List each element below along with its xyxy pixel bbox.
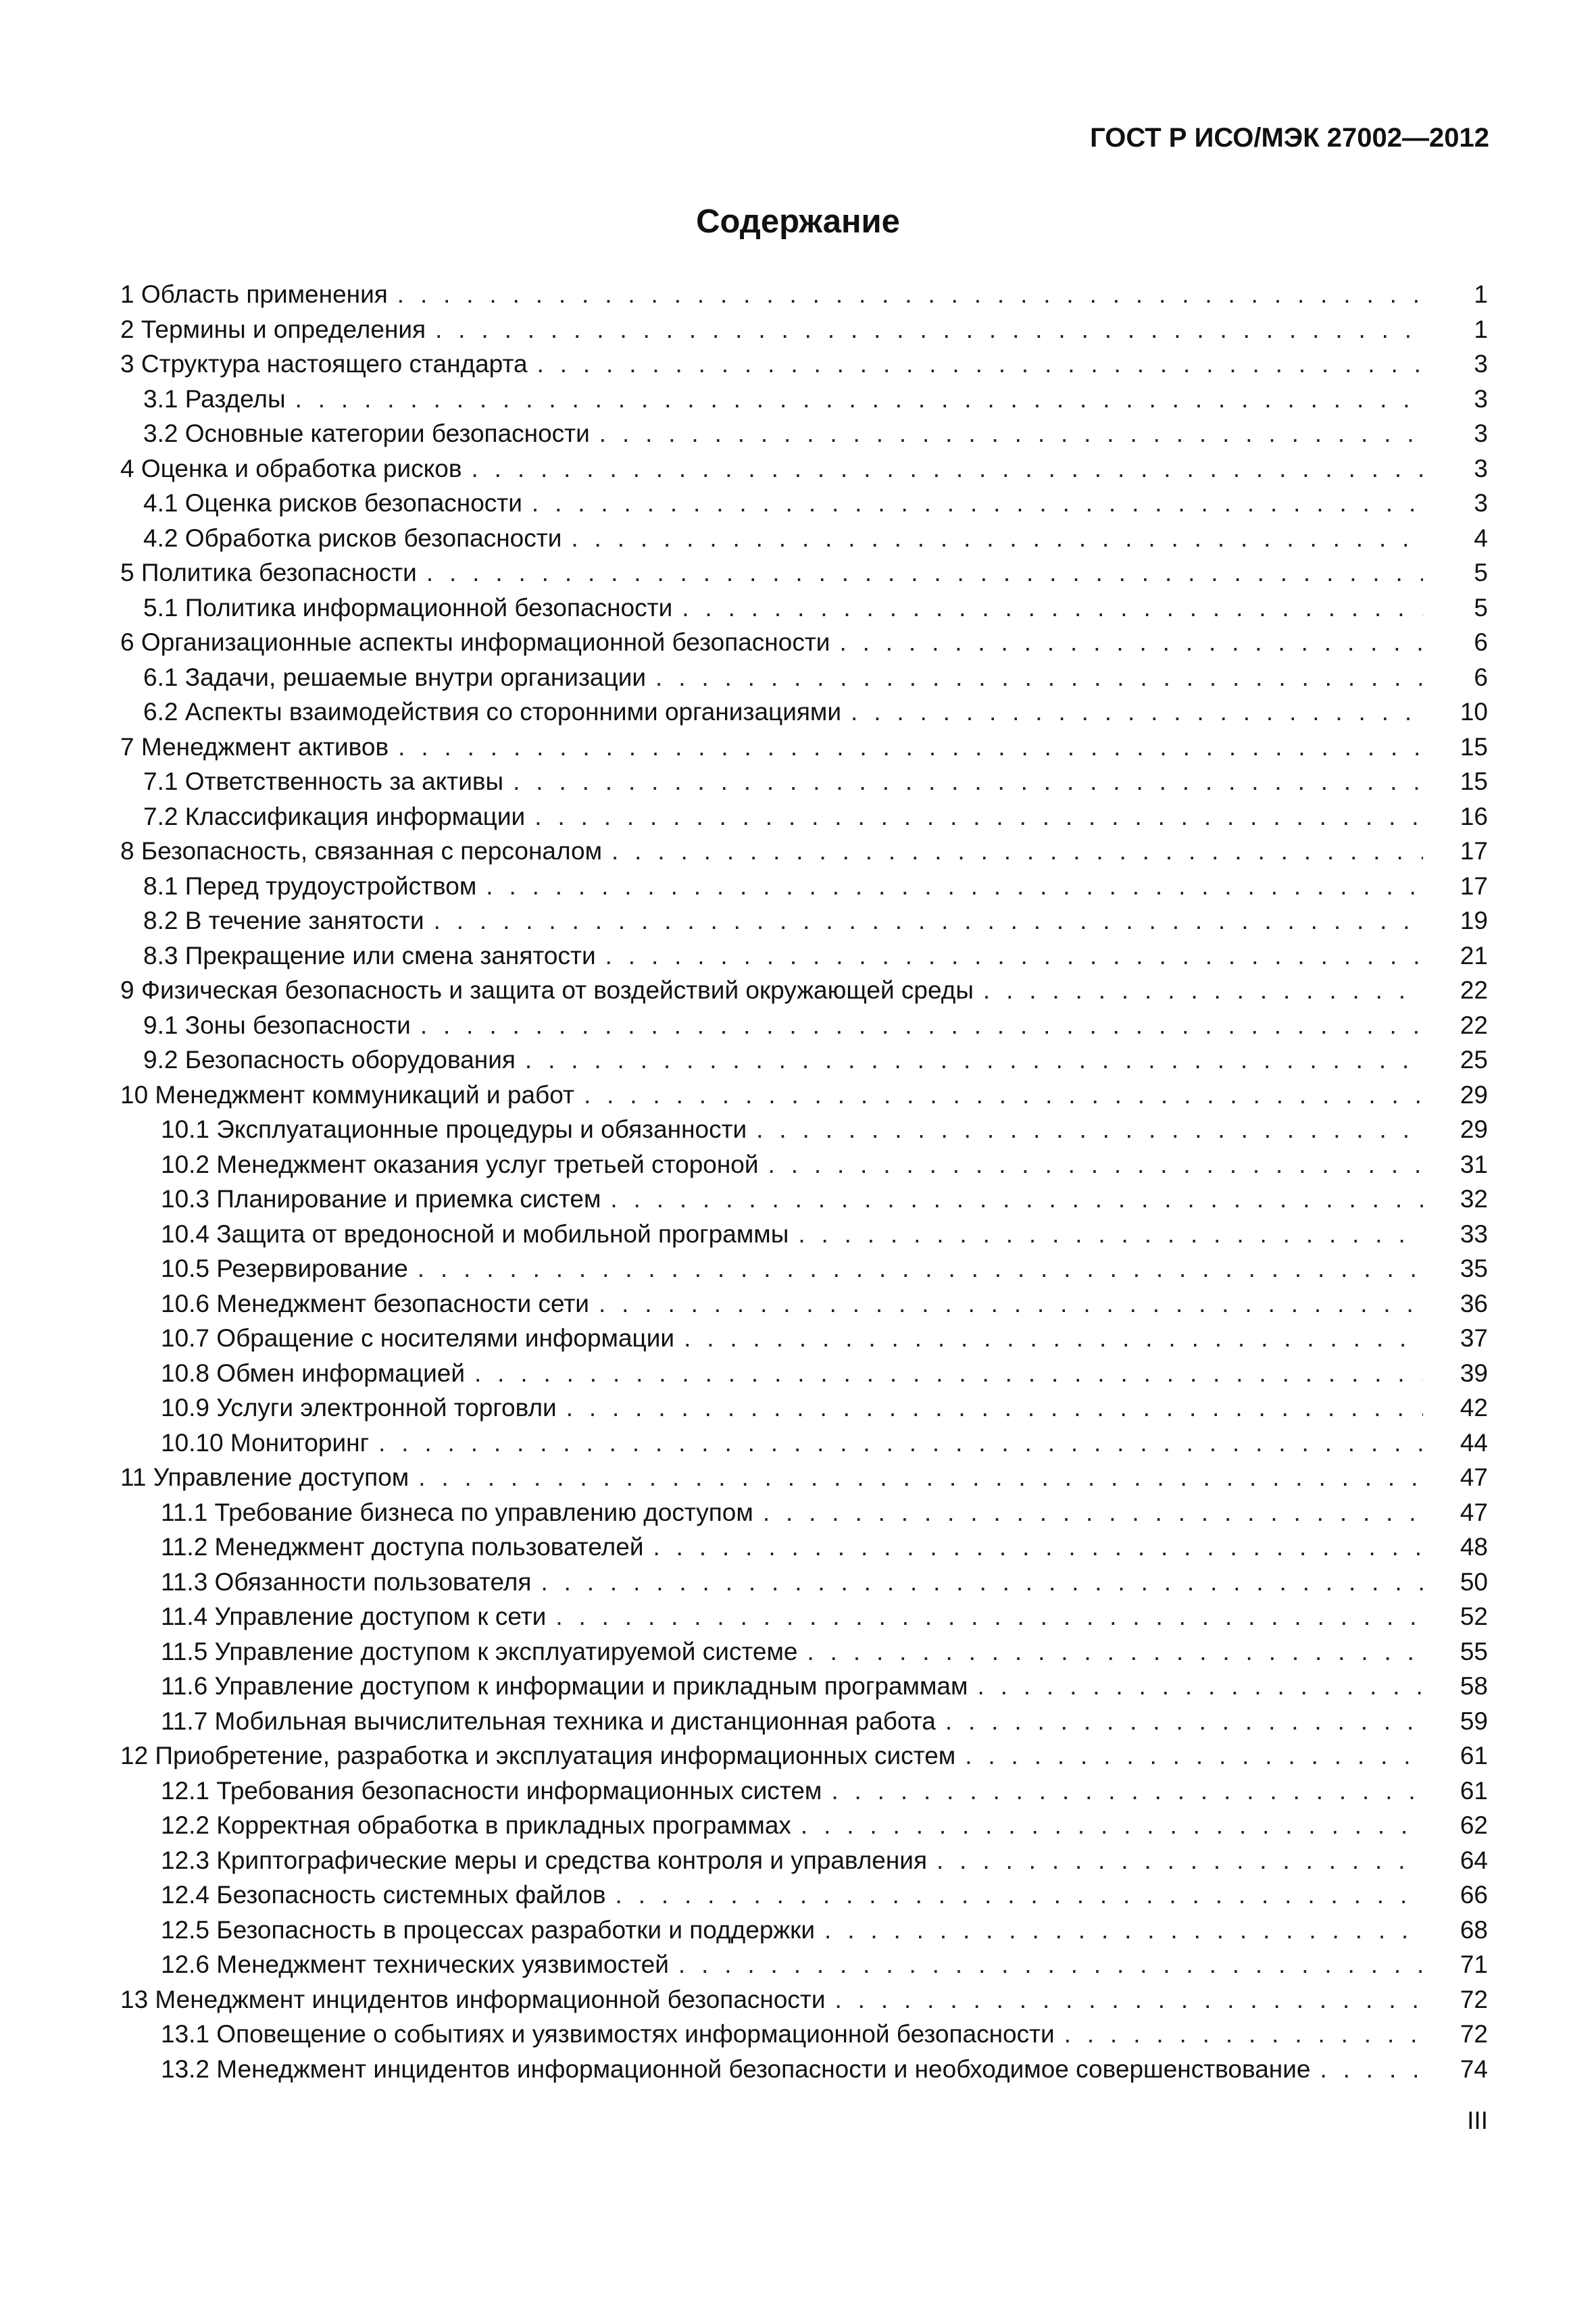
toc-entry [120,1078,1488,1113]
toc-dot-leader [831,1774,1423,1809]
toc-entry-label: 10.5 Резервирование [161,1255,408,1282]
toc-entry-label: 10.7 Обращение с носителями информации [161,1324,675,1352]
toc-entry-label: 10.3 Планирование и приемка систем [161,1185,601,1213]
toc-dot-leader [532,486,1423,521]
toc-entry-page: 29 [1460,1080,1488,1109]
toc-dot-leader [378,1426,1423,1461]
toc-dot-leader [555,1599,1423,1634]
toc-entry-label: 4.2 Обработка рисков безопасности [143,524,562,552]
toc-entry-page: 47 [1460,1463,1488,1491]
toc-entry [120,277,1488,312]
toc-dot-leader [824,1913,1423,1948]
toc-dot-leader [1064,2017,1423,2052]
toc-dot-leader [616,1878,1423,1913]
toc-entry-label: 10.10 Мониторинг [161,1428,370,1457]
toc-entry [120,1843,1488,1878]
toc-entry-label: 6.2 Аспекты взаимодействия со сторонними организациями [143,698,842,726]
toc-entry-label: 7 Менеджмент активов [120,732,389,761]
toc-entry-label: 9.2 Безопасность оборудования [143,1046,516,1074]
toc-entry-page: 35 [1460,1255,1488,1282]
toc-entry [120,312,1488,347]
toc-entry-label: 11.7 Мобильная вычислительная техника и дистанционная работа [161,1707,936,1735]
toc-dot-leader [801,1808,1423,1843]
toc-dot-leader [945,1704,1423,1739]
toc-dot-leader [599,416,1423,451]
toc-dot-leader [418,1251,1423,1286]
toc-entry [120,1460,1488,1495]
toc-entry-page: 39 [1460,1359,1488,1387]
toc-dot-leader [566,1390,1423,1426]
toc-entry [120,2052,1488,2087]
toc-entry-page: 1 [1474,315,1488,343]
toc-entry-label: 11.1 Требование бизнеса по управлению доступом [161,1498,753,1526]
toc-entry-page: 32 [1460,1185,1488,1213]
toc-entry-label: 7.2 Классификация информации [143,802,526,830]
toc-dot-leader [435,312,1423,347]
toc-entry-label: 12.1 Требования безопасности информационных систем [161,1776,822,1805]
toc-dot-leader [474,1356,1423,1391]
toc-dot-leader [472,451,1424,486]
toc-entry [120,1112,1488,1147]
toc-dot-leader [682,590,1423,626]
toc-entry [120,1634,1488,1669]
toc-entry [120,1147,1488,1182]
toc-entry-page: 10 [1460,698,1488,726]
toc-entry-page: 50 [1460,1567,1488,1596]
toc-dot-leader [653,1530,1423,1565]
toc-entry-label: 8.2 В течение занятости [143,907,424,934]
page-title: Содержание [696,203,900,240]
toc-entry [120,1982,1488,2017]
toc-dot-leader [541,1565,1423,1600]
toc-entry-page: 33 [1460,1219,1488,1248]
toc-entry-label: 11.5 Управление доступом к эксплуатируемой системе [161,1637,798,1665]
toc-dot-leader [398,730,1423,765]
toc-entry-label: 13.2 Менеджмент инцидентов информационной безопасности и необходимое совершенствование [161,2055,1311,2083]
toc-entry-label: 13 Менеджмент инцидентов информационной безопасности [120,1985,826,2013]
toc-entry [120,521,1488,556]
toc-entry-page: 17 [1460,837,1488,865]
toc-entry-page: 55 [1460,1637,1488,1665]
toc-entry-page: 42 [1460,1394,1488,1422]
toc-entry-page: 15 [1460,768,1488,795]
toc-entry-page: 66 [1460,1881,1488,1909]
toc-entry-label: 6 Организационные аспекты информационной безопасности [120,628,830,656]
toc-entry [120,1774,1488,1809]
toc-entry [120,1704,1488,1739]
toc-entry [120,1217,1488,1252]
toc-entry [120,1599,1488,1634]
toc-entry-page: 72 [1460,2020,1488,2048]
toc-entry-page: 72 [1460,1985,1488,2013]
toc-dot-leader [684,1321,1423,1356]
toc-entry-page: 15 [1460,732,1488,761]
toc-entry-page: 68 [1460,1915,1488,1944]
toc-entry-page: 1 [1474,280,1488,308]
toc-entry-label: 8.1 Перед трудоустройством [143,872,477,900]
toc-entry-page: 31 [1460,1150,1488,1178]
toc-entry [120,1390,1488,1426]
toc-entry [120,1321,1488,1356]
toc-entry-page: 19 [1460,907,1488,934]
toc-entry-page: 6 [1474,628,1488,656]
toc-entry-label: 5.1 Политика информационной безопасности [143,593,673,622]
toc-entry-label: 10.1 Эксплуатационные процедуры и обязанности [161,1115,747,1143]
toc-entry-page: 3 [1474,454,1488,482]
toc-entry-page: 71 [1460,1951,1488,1978]
toc-entry-label: 7.1 Ответственность за активы [143,768,504,795]
toc-entry [120,660,1488,695]
toc-entry-page: 17 [1460,872,1488,900]
toc-entry [120,764,1488,799]
toc-entry [120,451,1488,486]
toc-entry [120,2017,1488,2052]
toc-entry-page: 62 [1460,1811,1488,1839]
toc-entry-page: 74 [1460,2055,1488,2083]
toc-entry [120,1669,1488,1704]
toc-dot-leader [571,521,1423,556]
toc-entry-label: 13.1 Оповещение о событиях и уязвимостях информационной безопасности [161,2020,1055,2048]
toc-dot-leader [977,1669,1423,1704]
toc-entry [120,1808,1488,1843]
toc-entry [120,834,1488,869]
toc-entry [120,555,1488,590]
page-number: III [1467,2107,1488,2134]
toc-dot-leader [534,799,1423,834]
toc-dot-leader [418,1460,1423,1495]
toc-entry [120,625,1488,660]
toc-entry-page: 22 [1460,976,1488,1004]
toc-dot-leader [678,1947,1423,1982]
toc-dot-leader [420,1008,1423,1043]
toc-entry-label: 12.3 Криптографические меры и средства контроля и управления [161,1846,928,1874]
toc-entry-page: 5 [1474,559,1488,586]
toc-dot-leader [763,1495,1423,1530]
toc-entry-page: 64 [1460,1846,1488,1874]
table-of-contents [120,277,1488,2086]
toc-dot-leader [610,1182,1423,1217]
toc-entry-page: 61 [1460,1776,1488,1805]
toc-entry [120,695,1488,730]
toc-dot-leader [513,764,1423,799]
toc-dot-leader [983,973,1423,1008]
toc-dot-leader [426,555,1423,590]
toc-entry-label: 11.4 Управление доступом к сети [161,1603,547,1630]
toc-dot-leader [397,277,1423,312]
toc-entry-label: 1 Область применения [120,280,388,308]
toc-entry-label: 12.6 Менеджмент технических уязвимостей [161,1951,669,1978]
toc-dot-leader [768,1147,1423,1182]
toc-entry-label: 10.4 Защита от вредоносной и мобильной программы [161,1219,789,1248]
toc-dot-leader [525,1042,1423,1078]
toc-entry-label: 2 Термины и определения [120,315,426,343]
toc-entry-label: 9 Физическая безопасность и защита от воздействий окружающей среды [120,976,974,1004]
toc-entry [120,1356,1488,1391]
toc-entry [120,1913,1488,1948]
toc-entry-page: 37 [1460,1324,1488,1352]
toc-entry-page: 3 [1474,420,1488,447]
toc-entry-page: 5 [1474,593,1488,622]
toc-entry-label: 12.4 Безопасность системных файлов [161,1881,606,1909]
toc-entry [120,382,1488,417]
toc-dot-leader [599,1286,1423,1322]
toc-entry-page: 16 [1460,802,1488,830]
toc-entry-label: 8 Безопасность, связанная с персоналом [120,837,603,865]
toc-entry [120,938,1488,974]
toc-entry [120,973,1488,1008]
toc-dot-leader [584,1078,1423,1113]
toc-dot-leader [1320,2052,1423,2087]
toc-entry-page: 21 [1460,941,1488,970]
toc-dot-leader [965,1738,1423,1774]
toc-entry [120,347,1488,382]
toc-entry-page: 52 [1460,1603,1488,1630]
toc-entry-label: 9.1 Зоны безопасности [143,1011,411,1039]
toc-entry-label: 4 Оценка и обработка рисков [120,454,462,482]
toc-entry [120,486,1488,521]
toc-entry-label: 3.2 Основные категории безопасности [143,420,590,447]
toc-dot-leader [605,938,1423,974]
toc-entry-label: 5 Политика безопасности [120,559,417,586]
toc-entry-page: 59 [1460,1707,1488,1735]
toc-entry-page: 61 [1460,1742,1488,1769]
toc-dot-leader [295,382,1423,417]
toc-entry-label: 11 Управление доступом [120,1463,409,1491]
toc-entry-label: 10.6 Менеджмент безопасности сети [161,1289,589,1317]
toc-entry-page: 22 [1460,1011,1488,1039]
toc-dot-leader [798,1217,1423,1252]
toc-dot-leader [851,695,1423,730]
toc-entry-label: 10.9 Услуги электронной торговли [161,1394,557,1422]
toc-entry-label: 8.3 Прекращение или смена занятости [143,941,596,970]
toc-entry-page: 47 [1460,1498,1488,1526]
toc-entry [120,903,1488,938]
toc-entry [120,1947,1488,1982]
toc-entry [120,416,1488,451]
toc-entry-label: 4.1 Оценка рисков безопасности [143,489,522,517]
toc-dot-leader [937,1843,1423,1878]
toc-dot-leader [839,625,1423,660]
toc-entry-label: 3.1 Разделы [143,384,286,413]
toc-entry-label: 10.2 Менеджмент оказания услуг третьей стороной [161,1150,759,1178]
toc-entry-page: 25 [1460,1046,1488,1074]
toc-dot-leader [756,1112,1423,1147]
toc-entry-label: 11.3 Обязанности пользователя [161,1567,532,1596]
toc-entry-page: 48 [1460,1533,1488,1561]
toc-dot-leader [655,660,1423,695]
toc-entry-label: 12.5 Безопасность в процессах разработки и поддержки [161,1915,816,1944]
toc-entry [120,1738,1488,1774]
toc-entry-label: 10 Менеджмент коммуникаций и работ [120,1080,574,1109]
toc-entry-label: 11.2 Менеджмент доступа пользователей [161,1533,644,1561]
toc-entry [120,1042,1488,1078]
toc-entry-label: 3 Структура настоящего стандарта [120,350,528,378]
toc-dot-leader [835,1982,1423,2017]
toc-entry [120,1182,1488,1217]
toc-entry [120,1426,1488,1461]
toc-dot-leader [612,834,1423,869]
toc-entry-page: 4 [1474,524,1488,552]
toc-entry-page: 3 [1474,489,1488,517]
toc-entry-label: 12.2 Корректная обработка в прикладных программах [161,1811,791,1839]
toc-entry-label: 6.1 Задачи, решаемые внутри организации [143,663,647,691]
toc-dot-leader [537,347,1423,382]
toc-entry-page: 6 [1474,663,1488,691]
toc-entry [120,1251,1488,1286]
toc-entry-page: 36 [1460,1289,1488,1317]
toc-entry [120,869,1488,904]
toc-entry-page: 29 [1460,1115,1488,1143]
toc-entry [120,1565,1488,1600]
toc-dot-leader [434,903,1423,938]
toc-entry-page: 44 [1460,1428,1488,1457]
toc-dot-leader [486,869,1423,904]
toc-entry [120,1008,1488,1043]
toc-entry [120,1286,1488,1322]
toc-entry-label: 12 Приобретение, разработка и эксплуатация информационных систем [120,1742,956,1769]
toc-entry [120,590,1488,626]
toc-entry [120,1530,1488,1565]
toc-entry-label: 10.8 Обмен информацией [161,1359,465,1387]
toc-entry [120,730,1488,765]
toc-entry-page: 3 [1474,350,1488,378]
toc-entry-page: 3 [1474,384,1488,413]
toc-entry [120,1495,1488,1530]
toc-entry [120,1878,1488,1913]
toc-entry [120,799,1488,834]
toc-entry-page: 58 [1460,1672,1488,1700]
toc-entry-label: 11.6 Управление доступом к информации и прикладным программам [161,1672,968,1700]
toc-dot-leader [807,1634,1424,1669]
document-code-header: ГОСТ Р ИСО/МЭК 27002—2012 [1090,123,1489,153]
